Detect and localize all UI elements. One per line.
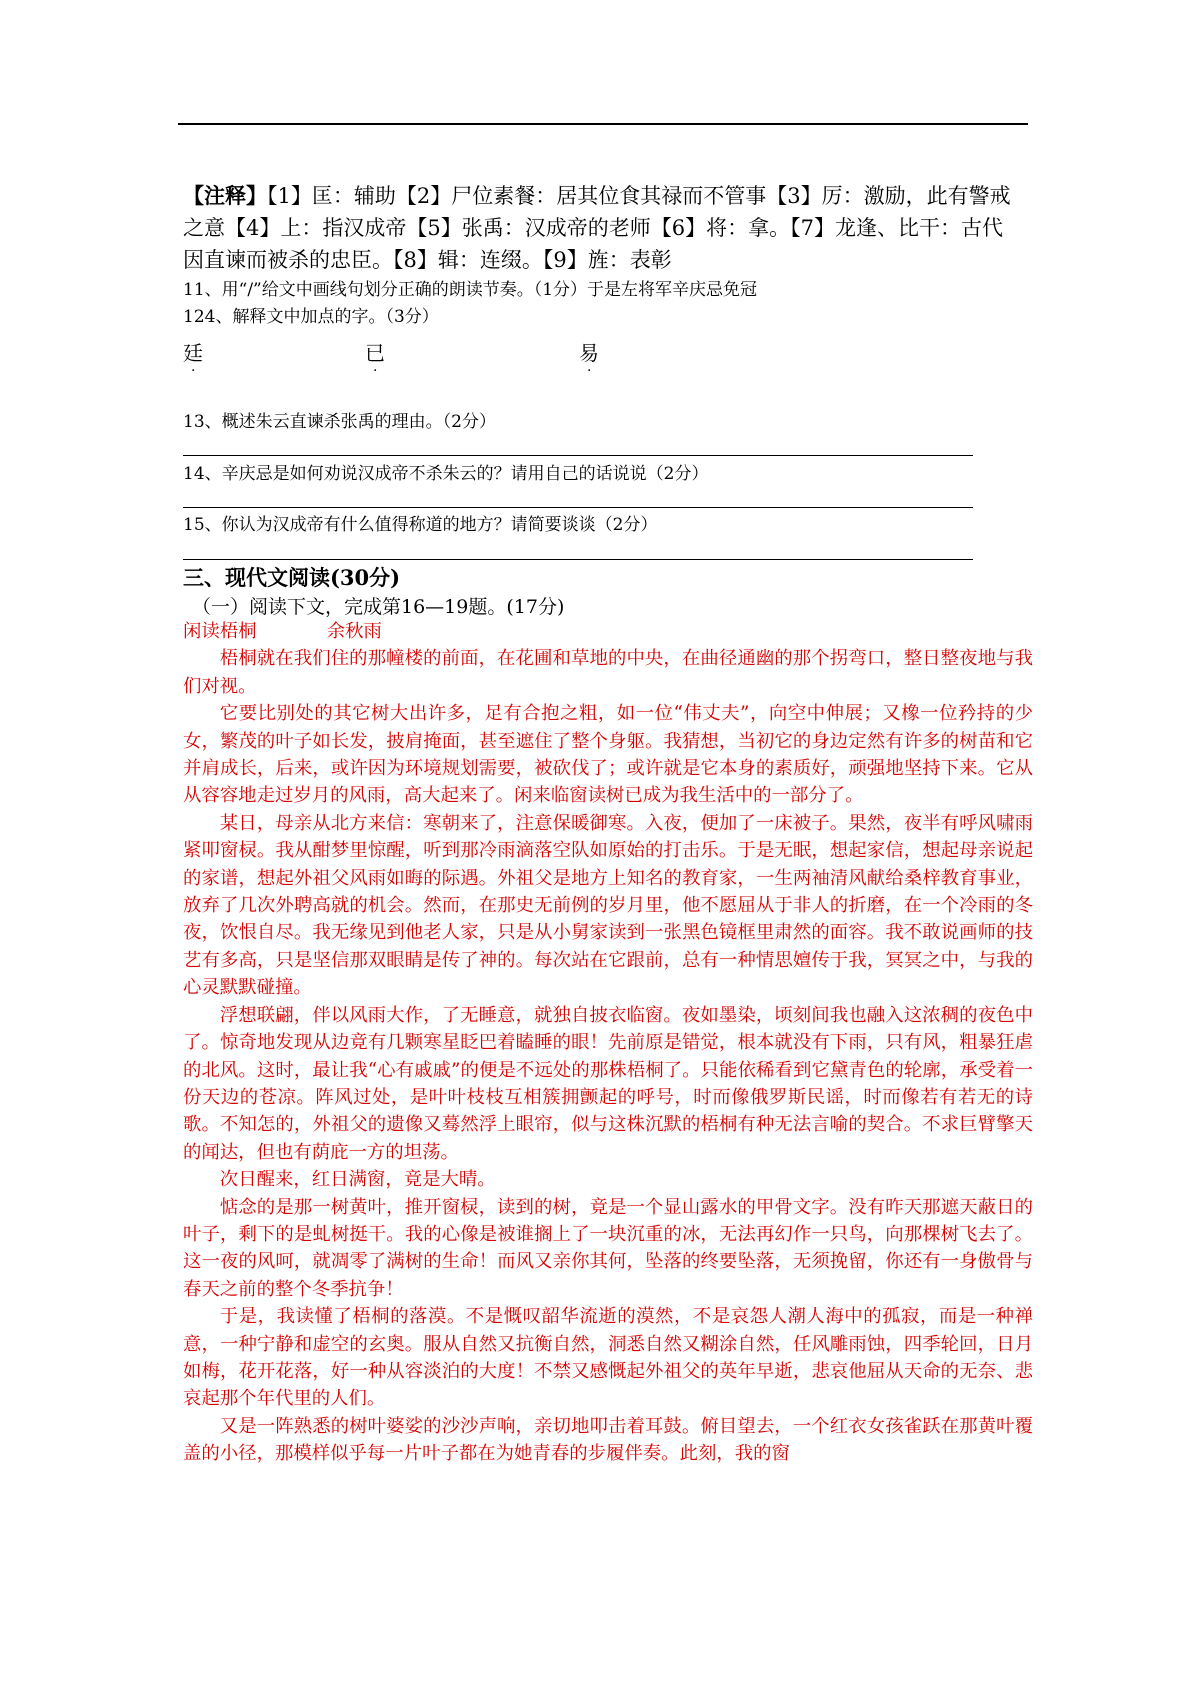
question-11: 11、用“/”给文中画线句划分正确的朗读节奏。（1分）于是左将军辛庆忌免冠 [183, 280, 758, 300]
answer-line-13[interactable] [183, 455, 973, 456]
dotted-word-1: 廷 · [183, 341, 203, 379]
essay-author: 余秋雨 [326, 621, 382, 642]
essay-paragraph: 惦念的是那一树黄叶，推开窗棂，读到的树，竟是一个显山露水的甲骨文字。没有昨天那遮天蔽日的叶子，剩下的是虬树挺干。我的心像是被谁搁上了一块沉重的冰，无法再幻作一只鸟，向那棵树飞去了。这一夜的风呵，就凋零了满树的生命！而风又亲你其何，坠落的终要坠落，无须挽留，你还有一身傲骨与春天之前的整个冬季抗争！ [183, 1196, 1033, 1300]
notes-text: 【1】匡：辅助【2】尸位素餐：居其位食其禄而不管事【3】厉：激励，此有警戒之意【4】上：指汉成帝【5】张禹：汉成帝的老师【6】将：拿。【7】龙逢、比干：古代因直谏而被杀的忠臣。【8】辑：连缀。【9】旌：表彰 [183, 184, 1011, 272]
essay-paragraph: 次日醒来，红日满窗，竟是大晴。 [219, 1169, 496, 1191]
dotted-words [183, 337, 783, 377]
answer-line-15[interactable] [183, 559, 973, 560]
essay-title: 闲读梧桐 [183, 621, 257, 642]
essay-paragraph: 梧桐就在我们住的那幢楼的前面，在花圃和草地的中央，在曲径通幽的那个拐弯口，整日整夜地与我们对视。 [183, 648, 1033, 697]
section-subtitle: （一）阅读下文，完成第16—19题。(17分) [192, 596, 565, 618]
section-title: 三、现代文阅读(30分) [183, 565, 401, 590]
question-13: 13、概述朱云直谏杀张禹的理由。（2分） [183, 412, 496, 432]
essay-paragraph: 某日，母亲从北方来信：寒朝来了，注意保暖御寒。入夜，便加了一床被子。果然，夜半有呼风啸雨紧叩窗棂。我从酣梦里惊醒，听到那冷雨滴落空队如原始的打击乐。于是无眠，想起家信，想起母亲说起的家谱，想起外祖父风雨如晦的际遇。外祖父是地方上知名的教育家，一生两袖清风献给桑梓教育事业，放弃了几次外聘高就的机会。然而，在那史无前例的岁月里，他不愿屈从于非人的折磨，在一个冷雨的冬夜，饮恨自尽。我无缘见到他老人家，只是从小舅家读到一张黑色镜框里肃然的面容。我不敢说画师的技艺有多高，只是坚信那双眼睛是传了神的。每次站在它跟前，总有一种情思嬗传于我，冥冥之中，与我的心灵默默碰撞。 [183, 812, 1033, 999]
essay-paragraph: 浮想联翩，伴以风雨大作，了无睡意，就独自披衣临窗。夜如墨染，顷刻间我也融入这浓稠的夜色中了。惊奇地发现从边竟有几颗寒星眨巴着瞌睡的眼！先前原是错觉，根本就没有下雨，只有风，粗暴狂虐的北风。这时，最让我“心有戚戚”的便是不远处的那株梧桐了。只能依稀看到它黛青色的轮廓，承受着一份天边的苍凉。阵风过处，是叶叶枝枝互相簇拥颤起的呼号，时而像俄罗斯民谣，时而像若有若无的诗歌。不知怎的，外祖父的遗像又蓦然浮上眼帘，似与这株沉默的梧桐有种无法言喻的契合。不求巨臂擎天的闻达，但也有荫庇一方的坦荡。 [183, 1004, 1033, 1163]
question-14: 14、辛庆忌是如何劝说汉成帝不杀朱云的？请用自己的话说说（2分） [183, 464, 709, 484]
annotation-notes [183, 180, 1013, 276]
essay-paragraph: 又是一阵熟悉的树叶婆娑的沙沙声响，亲切地叩击着耳鼓。俯目望去，一个红衣女孩雀跃在那黄叶覆盖的小径，那模样似乎每一片叶子都在为她青春的步履伴奏。此刻，我的窗 [183, 1415, 1033, 1465]
essay-heading [183, 618, 1033, 645]
essay-paragraph: 于是，我读懂了梧桐的落漠。不是慨叹韶华流逝的漠然，不是哀怨人潮人海中的孤寂，而是一种禅意，一种宁静和虚空的玄奥。服从自然又抗衡自然，洞悉自然又糊涂自然，任风雕雨蚀，四季轮回，日月如梅，花开花落，好一种从容淡泊的大度！不禁又感慨起外祖父的英年早逝，悲哀他屈从天命的无奈、悲哀起那个年代里的人们。 [183, 1306, 1033, 1410]
essay-body [183, 618, 1033, 1468]
dotted-word-3: 易 · [579, 341, 599, 379]
essay-paragraph: 它要比别处的其它树大出许多，足有合抱之粗，如一位“伟丈夫”，向空中伸展；又橡一位矜持的少女，繁茂的叶子如长发，披肩掩面，甚至遮住了整个身躯。我猜想，当初它的身边定然有许多的树苗和它并肩成长，后来，或许因为环境规划需要，被砍伐了；或许就是它本身的素质好，顽强地坚持下来。它从从容容地走过岁月的风雨，高大起来了。闲来临窗读树已成为我生活中的一部分了。 [183, 703, 1033, 807]
question-15: 15、你认为汉成帝有什么值得称道的地方？请简要谈谈（2分） [183, 515, 658, 535]
question-12: 124、解释文中加点的字。（3分） [183, 307, 439, 327]
top-divider [178, 123, 1028, 125]
dotted-word-2: 已 · [365, 341, 385, 379]
notes-lead: 【注释】 [183, 183, 267, 208]
answer-line-14[interactable] [183, 507, 973, 508]
